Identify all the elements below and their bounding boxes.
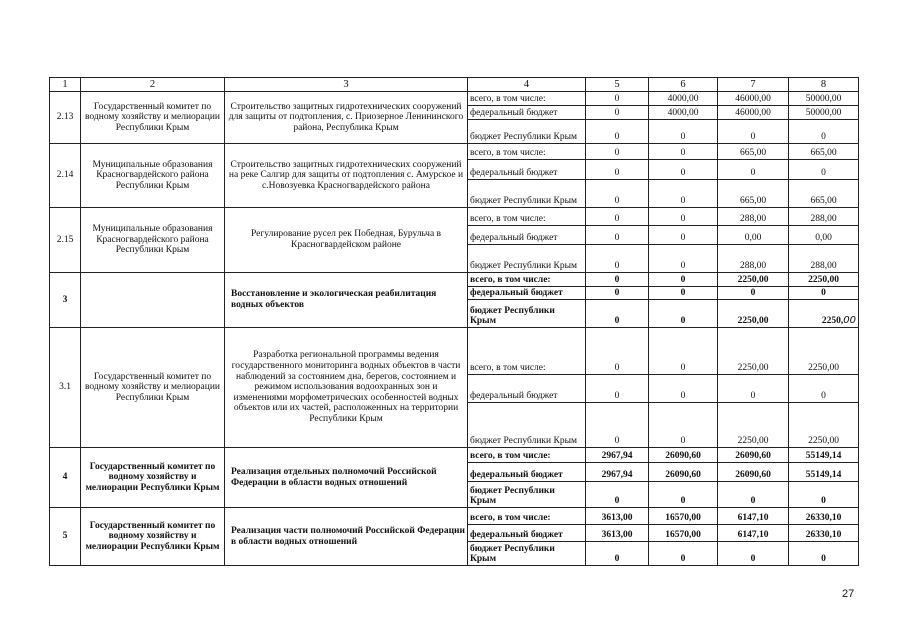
value-col7: 6147,10: [718, 508, 789, 525]
budget-label: бюджет Республики Крым: [468, 300, 586, 328]
column-header: 6: [649, 78, 718, 92]
budget-label: федеральный бюджет: [468, 160, 586, 180]
value-col7: 26090,60: [718, 463, 789, 482]
value-col5: 0: [586, 208, 649, 226]
responsible-organization: Государственный комитет по водному хозяйству и мелиорации Республики Крым: [81, 448, 225, 508]
value-col5: 0: [586, 160, 649, 180]
value-col6: 4000,00: [649, 92, 718, 106]
value-col6: 0: [649, 226, 718, 245]
value-col8: 0: [789, 287, 859, 300]
value-col6: 0: [649, 245, 718, 273]
value-col5: 0: [586, 328, 649, 375]
value-col8: 665,00: [789, 180, 859, 208]
value-col5: 0: [586, 120, 649, 144]
budget-label: всего, в том числе:: [468, 92, 586, 106]
value-col6: 26090,60: [649, 448, 718, 463]
value-col6: 0: [649, 300, 718, 328]
value-col5: 0: [586, 542, 649, 566]
value-col7: 0: [718, 482, 789, 508]
value-col6: 16570,00: [649, 525, 718, 542]
value-col6: 4000,00: [649, 106, 718, 120]
row-number: 2.14: [50, 144, 81, 208]
budget-label: бюджет Республики Крым: [468, 403, 586, 448]
table-row: [50, 508, 859, 525]
responsible-organization: Муниципальные образования Красногвардейского района Республики Крым: [81, 208, 225, 273]
value-col8: 2250,00: [789, 273, 859, 287]
row-number: 3: [50, 273, 81, 328]
responsible-organization: Государственный комитет по водному хозяйству и мелиорации Республики Крым: [81, 328, 225, 448]
column-header: 5: [586, 78, 649, 92]
value-col5: 2967,94: [586, 463, 649, 482]
value-col8: 0: [789, 160, 859, 180]
measure-description: Регулирование русел рек Победная, Бурульча в Красногвардейском районе: [225, 208, 468, 273]
value-col5: 0: [586, 180, 649, 208]
table-row: [50, 328, 859, 375]
value-col5: 0: [586, 482, 649, 508]
value-col5: 0: [586, 226, 649, 245]
value-col6: 0: [649, 208, 718, 226]
column-header: 7: [718, 78, 789, 92]
value-col7: 665,00: [718, 144, 789, 160]
table-header-row: [50, 78, 859, 92]
value-col5: 0: [586, 300, 649, 328]
budget-label: бюджет Республики Крым: [468, 542, 586, 566]
value-col5: 0: [586, 287, 649, 300]
budget-label: всего, в том числе:: [468, 508, 586, 525]
value-col6: 26090,60: [649, 463, 718, 482]
budget-label: федеральный бюджет: [468, 525, 586, 542]
measure-description: Строительство защитных гидротехнических сооружений для защиты от подтопления, с. Приозерное Ленининского района, Республика Крым: [225, 92, 468, 144]
value-col8: 55149,14: [789, 448, 859, 463]
value-col6: 0: [649, 120, 718, 144]
value-col5: 0: [586, 144, 649, 160]
value-col5: 0: [586, 106, 649, 120]
value-col6: 0: [649, 375, 718, 403]
table-row: [50, 448, 859, 463]
responsible-organization: [81, 273, 225, 328]
handwritten-correction: 00: [843, 315, 856, 327]
value-col8: 288,00: [789, 245, 859, 273]
budget-label: всего, в том числе:: [468, 208, 586, 226]
value-col5: 0: [586, 403, 649, 448]
budget-label: федеральный бюджет: [468, 375, 586, 403]
budget-label: бюджет Республики Крым: [468, 120, 586, 144]
budget-label: всего, в том числе:: [468, 448, 586, 463]
value-col8: 55149,14: [789, 463, 859, 482]
value-col8: 2250,00: [789, 403, 859, 448]
value-col8: 2250,00: [789, 328, 859, 375]
column-header: 2: [81, 78, 225, 92]
value-col8: 0: [789, 482, 859, 508]
value-col5: 3613,00: [586, 508, 649, 525]
budget-label: всего, в том числе:: [468, 273, 586, 287]
value-col7: 46000,00: [718, 106, 789, 120]
value-col8: 288,00: [789, 208, 859, 226]
value-col7: 0: [718, 120, 789, 144]
budget-label: всего, в том числе:: [468, 144, 586, 160]
value-col8: [789, 300, 859, 328]
value-col7: 288,00: [718, 245, 789, 273]
value-col7: 0: [718, 160, 789, 180]
value-col7: 2250,00: [718, 328, 789, 375]
budget-table: [49, 77, 859, 566]
value-col6: 0: [649, 180, 718, 208]
value-col5: 0: [586, 245, 649, 273]
value-col7: 0: [718, 542, 789, 566]
value-col6: 0: [649, 328, 718, 375]
value-col6: 16570,00: [649, 508, 718, 525]
value-col8: 0,00: [789, 226, 859, 245]
value-col5: 0: [586, 92, 649, 106]
value-col6: 0: [649, 403, 718, 448]
value-col6: 0: [649, 273, 718, 287]
budget-label: всего, в том числе:: [468, 328, 586, 375]
row-number: 2.13: [50, 92, 81, 144]
measure-description: Разработка региональной программы ведения государственного мониторинга водных объектов в части наблюдений за состоянием дна, берегов, состоянием и режимом использования водоохранных зон и изменениями морфометрических особенностей водных объектов или их частей, расположенных на территории Республики Крым: [225, 328, 468, 448]
value-col6: 0: [649, 482, 718, 508]
value-col7: 2250,00: [718, 403, 789, 448]
value-col8: 0: [789, 542, 859, 566]
budget-label: федеральный бюджет: [468, 463, 586, 482]
value-col6: 0: [649, 144, 718, 160]
value-col7: 6147,10: [718, 525, 789, 542]
value-col7: 0: [718, 375, 789, 403]
row-number: 2.15: [50, 208, 81, 273]
value-col5: 0: [586, 273, 649, 287]
column-header: 4: [468, 78, 586, 92]
measure-description: Реализация отдельных полномочий Российской Федерации в области водных отношений: [225, 448, 468, 508]
value-col8: 0: [789, 120, 859, 144]
responsible-organization: Государственный комитет по водному хозяйству и мелиорации Республики Крым: [81, 92, 225, 144]
column-header: 1: [50, 78, 81, 92]
responsible-organization: Муниципальные образования Красногвардейского района Республики Крым: [81, 144, 225, 208]
value-col8: 26330,10: [789, 508, 859, 525]
table-row: [50, 92, 859, 106]
value-col8: 665,00: [789, 144, 859, 160]
row-number: 4: [50, 448, 81, 508]
value-col5: 2967,94: [586, 448, 649, 463]
measure-description: Восстановление и экологическая реабилитация водных объектов: [225, 273, 468, 328]
column-header: 8: [789, 78, 859, 92]
budget-label: бюджет Республики Крым: [468, 482, 586, 508]
value-col5: 3613,00: [586, 525, 649, 542]
budget-label: бюджет Республики Крым: [468, 245, 586, 273]
budget-label: бюджет Республики Крым: [468, 180, 586, 208]
value-col8: 0: [789, 375, 859, 403]
value-col7: 2250,00: [718, 300, 789, 328]
value-col8-printed: 2250,: [821, 316, 844, 327]
value-col5: 0: [586, 375, 649, 403]
value-col6: 0: [649, 160, 718, 180]
value-col8: 26330,10: [789, 525, 859, 542]
value-col7: 288,00: [718, 208, 789, 226]
row-number: 3.1: [50, 328, 81, 448]
value-col7: 665,00: [718, 180, 789, 208]
value-col8: 50000,00: [789, 106, 859, 120]
measure-description: Реализация части полномочий Российской Федерации в области водных отношений: [225, 508, 468, 566]
value-col7: 0,00: [718, 226, 789, 245]
budget-label: федеральный бюджет: [468, 226, 586, 245]
column-header: 3: [225, 78, 468, 92]
value-col7: 26090,60: [718, 448, 789, 463]
budget-label: федеральный бюджет: [468, 287, 586, 300]
budget-label: федеральный бюджет: [468, 106, 586, 120]
value-col7: 0: [718, 287, 789, 300]
page-number: 27: [842, 588, 855, 600]
table-row: [50, 208, 859, 226]
row-number: 5: [50, 508, 81, 566]
value-col7: 46000,00: [718, 92, 789, 106]
value-col7: 2250,00: [718, 273, 789, 287]
table-row: [50, 144, 859, 160]
table-row: [50, 273, 859, 287]
value-col6: 0: [649, 287, 718, 300]
responsible-organization: Государственный комитет по водному хозяйству и мелиорации Республики Крым: [81, 508, 225, 566]
measure-description: Строительство защитных гидротехнических сооружений на реке Салгир для защиты от подтопления с. Амурское и с.Новозуевка Красногвардейского района: [225, 144, 468, 208]
value-col6: 0: [649, 542, 718, 566]
value-col8: 50000,00: [789, 92, 859, 106]
